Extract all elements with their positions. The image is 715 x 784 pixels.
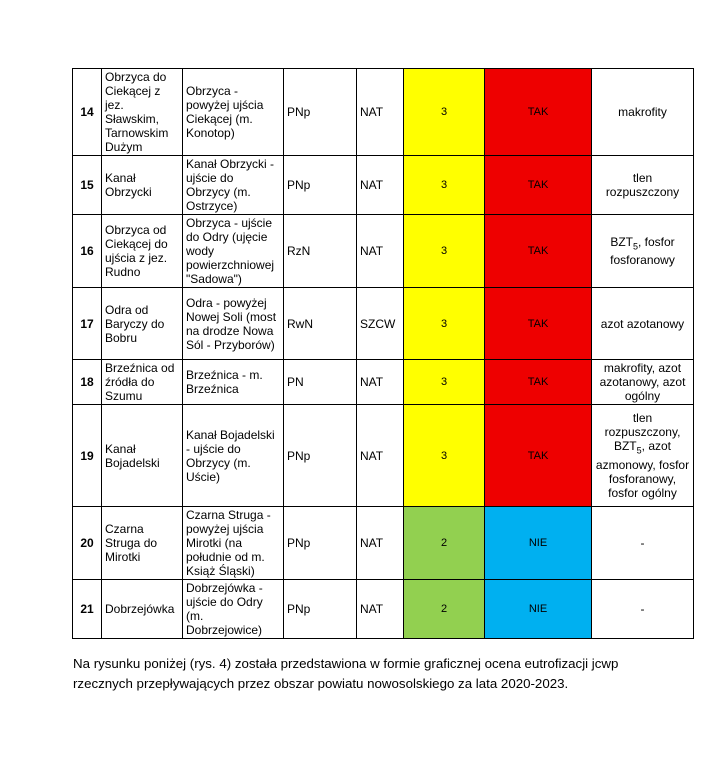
table-row: [73, 215, 694, 288]
water-body-name: Odra od Baryczy do Bobru: [102, 288, 183, 360]
indicator-cell: tlen rozpuszczony: [592, 156, 694, 215]
water-body-name: Czarna Struga do Mirotki: [102, 507, 183, 580]
eutrophication-flag: NIE: [485, 507, 592, 580]
water-type: PN: [284, 360, 357, 405]
eutrophication-flag: TAK: [485, 360, 592, 405]
table-row: [73, 288, 694, 360]
water-type: PNp: [284, 580, 357, 639]
indicator-cell: makrofity: [592, 69, 694, 156]
indicator-cell: azot azotanowy: [592, 288, 694, 360]
class-cell: 3: [404, 405, 485, 507]
class-cell: 3: [404, 215, 485, 288]
row-number: 14: [73, 69, 102, 156]
water-type: PNp: [284, 405, 357, 507]
monitoring-site: Kanał Bojadelski - ujście do Obrzycy (m. Uście): [183, 405, 284, 507]
water-status: NAT: [357, 580, 404, 639]
indicator-cell: $BZT_5$, fosfor fosforanowy: [592, 215, 694, 288]
monitoring-site: Dobrzejówka - ujście do Odry (m. Dobrzejowice): [183, 580, 284, 639]
water-body-name: Kanał Bojadelski: [102, 405, 183, 507]
class-cell: 3: [404, 156, 485, 215]
water-type: RzN: [284, 215, 357, 288]
indicator-cell: -: [592, 580, 694, 639]
eutrophication-flag: TAK: [485, 405, 592, 507]
monitoring-site: Obrzyca - powyżej ujścia Ciekącej (m. Konotop): [183, 69, 284, 156]
water-body-name: Obrzyca do Ciekącej z jez. Sławskim, Tarnowskim Dużym: [102, 69, 183, 156]
monitoring-site: Kanał Obrzycki - ujście do Obrzycy (m. Ostrzyce): [183, 156, 284, 215]
water-status: NAT: [357, 156, 404, 215]
table-row: [73, 360, 694, 405]
eutrophication-flag: TAK: [485, 156, 592, 215]
row-number: 19: [73, 405, 102, 507]
row-number: 17: [73, 288, 102, 360]
water-status: NAT: [357, 507, 404, 580]
monitoring-site: Odra - powyżej Nowej Soli (most na drodze Nowa Sól - Przyborów): [183, 288, 284, 360]
water-type: RwN: [284, 288, 357, 360]
water-type: PNp: [284, 507, 357, 580]
eutrophication-flag: TAK: [485, 215, 592, 288]
water-status: NAT: [357, 215, 404, 288]
eutrophication-flag: TAK: [485, 69, 592, 156]
water-body-name: Brzeźnica od źródła do Szumu: [102, 360, 183, 405]
row-number: 18: [73, 360, 102, 405]
eutrophication-table: [72, 68, 694, 639]
table-row: [73, 405, 694, 507]
row-number: 15: [73, 156, 102, 215]
class-cell: 3: [404, 69, 485, 156]
water-body-name: Dobrzejówka: [102, 580, 183, 639]
row-number: 16: [73, 215, 102, 288]
water-status: NAT: [357, 405, 404, 507]
row-number: 21: [73, 580, 102, 639]
class-cell: 2: [404, 580, 485, 639]
class-cell: 2: [404, 507, 485, 580]
class-cell: 3: [404, 288, 485, 360]
water-status: NAT: [357, 69, 404, 156]
table-row: [73, 580, 694, 639]
monitoring-site: Obrzyca - ujście do Odry (ujęcie wody powierzchniowej "Sadowa"): [183, 215, 284, 288]
table-row: [73, 69, 694, 156]
figure-caption-paragraph: Na rysunku poniżej (rys. 4) została przedstawiona w formie graficznej ocena eutrofizacji jcwp rzecznych przepływających przez obszar powiatu nowosolskiego za lata 2020-2023.: [73, 656, 619, 691]
eutrophication-flag: TAK: [485, 288, 592, 360]
indicator-cell: tlen rozpuszczony, $BZT_5$, azot azmonowy, fosfor fosforanowy, fosfor ogólny: [592, 405, 694, 507]
table-row: [73, 507, 694, 580]
table-row: [73, 156, 694, 215]
water-body-name: Kanał Obrzycki: [102, 156, 183, 215]
indicator-cell: -: [592, 507, 694, 580]
monitoring-site: Brzeźnica - m. Brzeźnica: [183, 360, 284, 405]
monitoring-site: Czarna Struga - powyżej ujścia Mirotki (na południe od m. Książ Śląski): [183, 507, 284, 580]
water-type: PNp: [284, 69, 357, 156]
water-status: SZCW: [357, 288, 404, 360]
indicator-cell: makrofity, azot azotanowy, azot ogólny: [592, 360, 694, 405]
class-cell: 3: [404, 360, 485, 405]
water-body-name: Obrzyca od Ciekącej do ujścia z jez. Rudno: [102, 215, 183, 288]
row-number: 20: [73, 507, 102, 580]
eutrophication-flag: NIE: [485, 580, 592, 639]
water-type: PNp: [284, 156, 357, 215]
water-status: NAT: [357, 360, 404, 405]
